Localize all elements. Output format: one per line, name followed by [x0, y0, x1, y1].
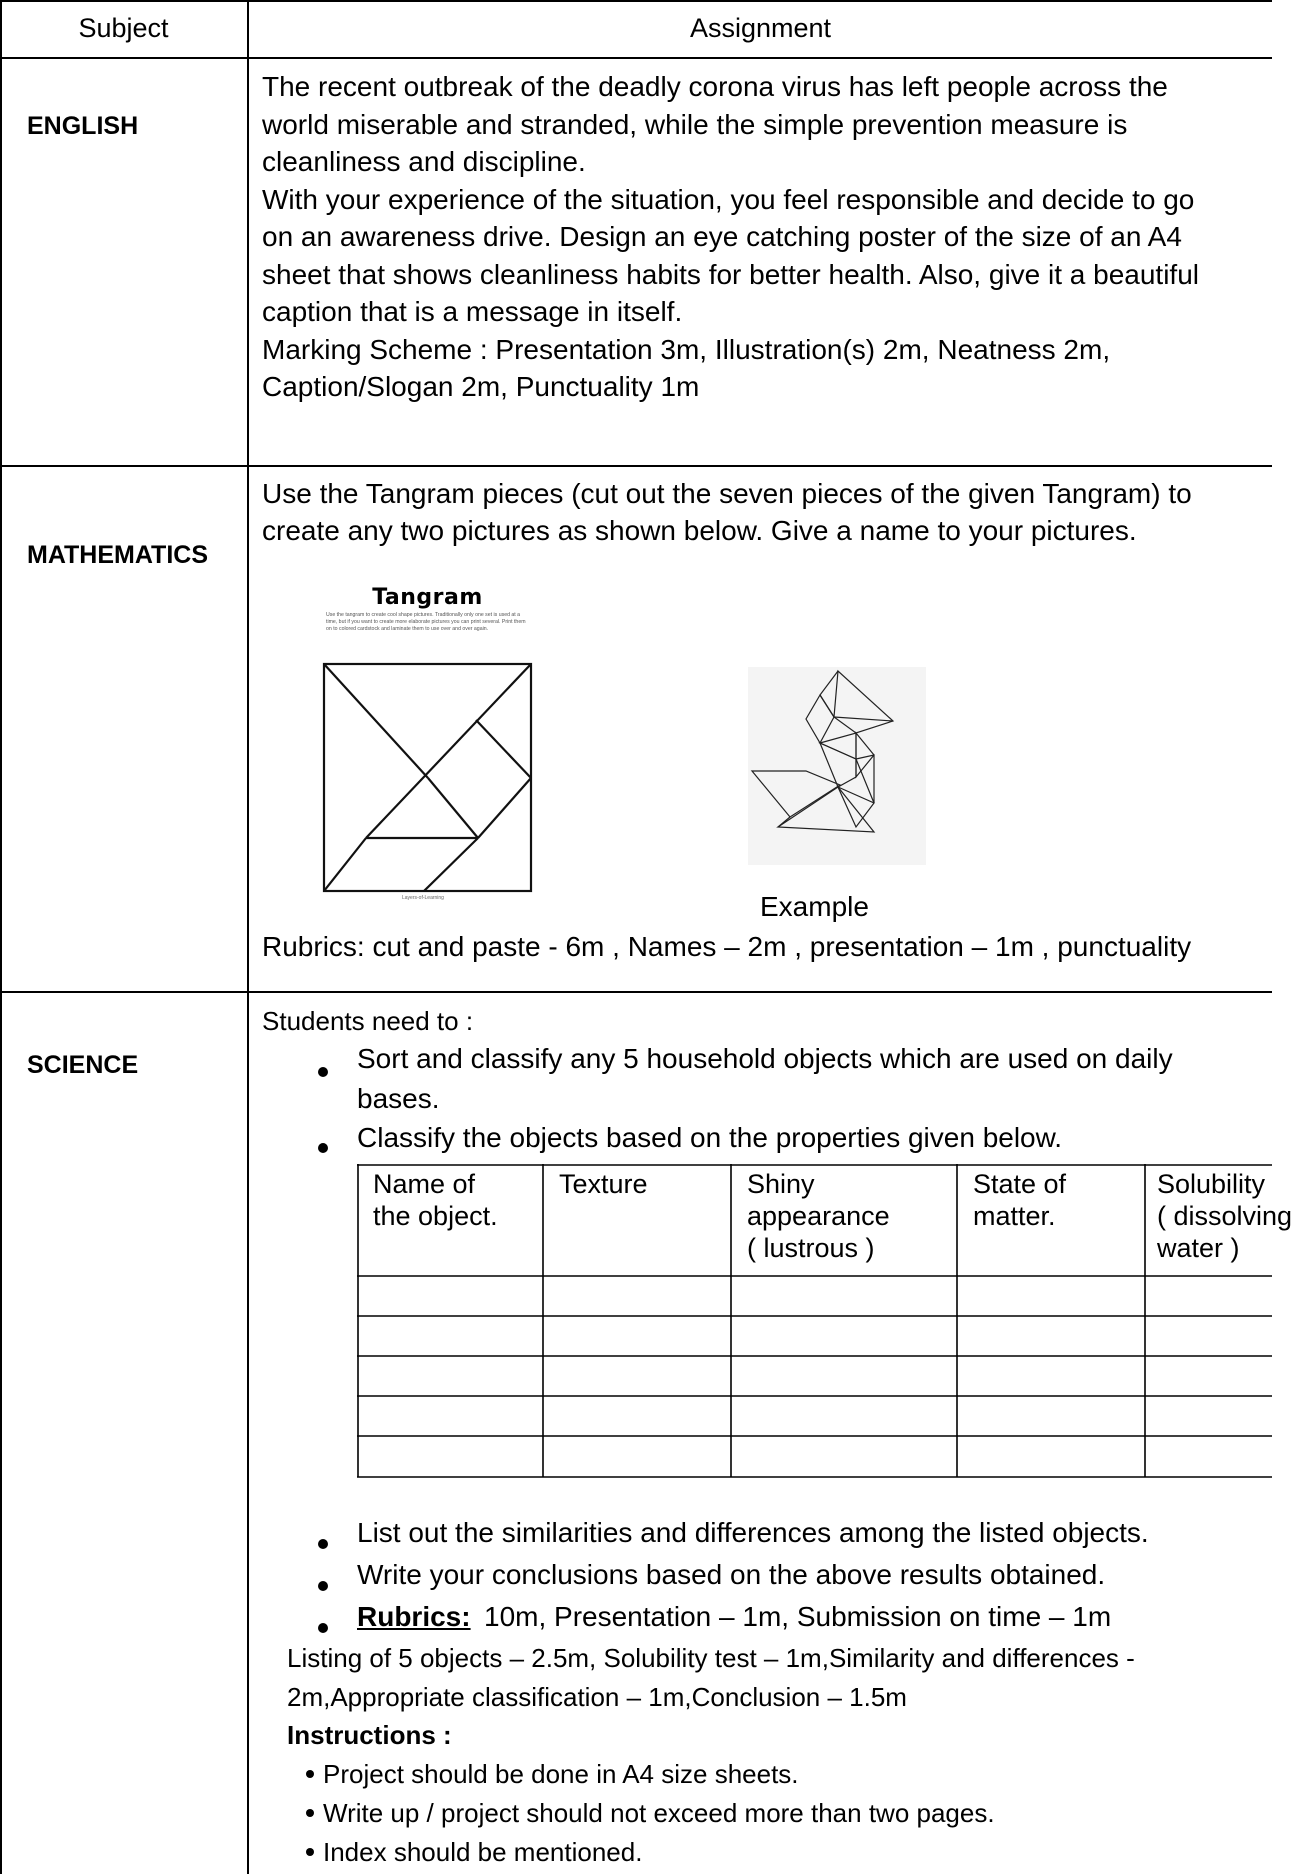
col-header-texture [559, 1168, 648, 1200]
bullet-icon [318, 1143, 328, 1153]
english-line: sheet that shows cleanliness habits for better health. Also, give it a beautiful [262, 259, 1200, 290]
science-bullet: List out the similarities and differences among the listed objects. [357, 1517, 1149, 1548]
english-line: caption that is a message in itself. [262, 296, 683, 327]
math-rubrics: Rubrics: cut and paste - 6m , Names – 2m , presentation – 1m , punctuality [262, 931, 1192, 962]
science-intro: Students need to : [262, 1006, 474, 1036]
col-header-line: Shiny [747, 1169, 815, 1199]
mathematics-row-divider [0, 991, 1272, 993]
instruction-item: Project should be done in A4 size sheets. [323, 1759, 799, 1789]
col-header-line: Texture [559, 1169, 648, 1199]
col-header-solubility [1157, 1168, 1292, 1264]
bullet-icon [306, 1809, 314, 1817]
table-left-border [0, 0, 2, 1874]
english-line: Caption/Slogan 2m, Punctuality 1m [262, 371, 700, 402]
col-header-line: matter. [973, 1201, 1056, 1231]
bullet-icon [306, 1770, 314, 1778]
subject-science: SCIENCE [27, 1051, 139, 1079]
table-top-border [0, 0, 1272, 2]
instructions-heading: Instructions : [287, 1720, 452, 1750]
math-line: Use the Tangram pieces (cut out the seven pieces of the given Tangram) to [262, 478, 1192, 509]
instruction-item: Write up / project should not exceed more than two pages. [323, 1798, 995, 1828]
english-line: The recent outbreak of the deadly corona virus has left people across the [262, 71, 1168, 102]
col-header-shiny [747, 1168, 890, 1264]
header-subject: Subject [78, 13, 169, 43]
bullet-icon [318, 1581, 328, 1591]
col-header-line: the object. [373, 1201, 498, 1231]
subject-mathematics: MATHEMATICS [27, 541, 208, 569]
science-rubrics-label: Rubrics: [357, 1601, 471, 1632]
col-header-line: Name of [373, 1169, 476, 1199]
bullet-icon [318, 1067, 328, 1077]
science-bullet: Write your conclusions based on the above results obtained. [357, 1559, 1106, 1590]
header-row-divider [0, 57, 1272, 59]
bullet-icon [318, 1539, 328, 1549]
tangram-description: Use the tangram to create cool shape pictures. Traditionally only one set is used at a time, but if you want to create more elaborate pictures you can print several. Print them on to colored cardstock and laminate them to use over and over again. [326, 612, 526, 632]
table-column-divider [247, 0, 249, 1874]
english-row-divider [0, 465, 1272, 467]
science-bullet: Sort and classify any 5 household objects which are used on daily [357, 1043, 1173, 1074]
swan-diagram [748, 667, 926, 865]
col-header-line: ( lustrous ) [747, 1233, 875, 1263]
properties-table [357, 1164, 1292, 1486]
col-header-line: appearance [747, 1201, 890, 1231]
english-line: cleanliness and discipline. [262, 146, 586, 177]
bullet-icon [306, 1848, 314, 1856]
col-header-line: Solubility [1157, 1169, 1266, 1199]
science-rubrics-text: 10m, Presentation – 1m, Submission on time – 1m [484, 1601, 1112, 1632]
instruction-item: Index should be mentioned. [323, 1837, 643, 1867]
col-header-line: ( dissolving [1157, 1201, 1292, 1231]
example-caption: Example [760, 891, 869, 922]
col-header-state [973, 1168, 1066, 1232]
math-line: create any two pictures as shown below. Give a name to your pictures. [262, 515, 1137, 546]
english-line: on an awareness drive. Design an eye catching poster of the size of an A4 [262, 221, 1182, 252]
col-header-name [373, 1168, 498, 1232]
science-rubrics-line: Listing of 5 objects – 2.5m, Solubility test – 1m,Similarity and differences - [287, 1643, 1135, 1673]
col-header-line: water ) [1157, 1233, 1240, 1263]
bullet-icon [318, 1623, 328, 1633]
tangram-diagram [318, 585, 537, 907]
english-line: With your experience of the situation, you feel responsible and decide to go [262, 184, 1195, 215]
english-line: world miserable and stranded, while the simple prevention measure is [262, 109, 1128, 140]
tangram-swan-example [748, 667, 926, 865]
science-rubrics-line: 2m,Appropriate classification – 1m,Conclusion – 1.5m [287, 1682, 907, 1712]
science-bullet-continued: bases. [357, 1083, 440, 1114]
header-assignment: Assignment [689, 13, 832, 43]
science-bullet: Classify the objects based on the properties given below. [357, 1122, 1063, 1153]
english-line: Marking Scheme : Presentation 3m, Illustration(s) 2m, Neatness 2m, [262, 334, 1111, 365]
tangram-title: Tangram [372, 585, 483, 610]
tangram-credit: Layers-of-Learning [402, 895, 444, 901]
tangram-template-image [318, 585, 537, 907]
col-header-line: State of [973, 1169, 1067, 1199]
subject-english: ENGLISH [27, 112, 139, 140]
